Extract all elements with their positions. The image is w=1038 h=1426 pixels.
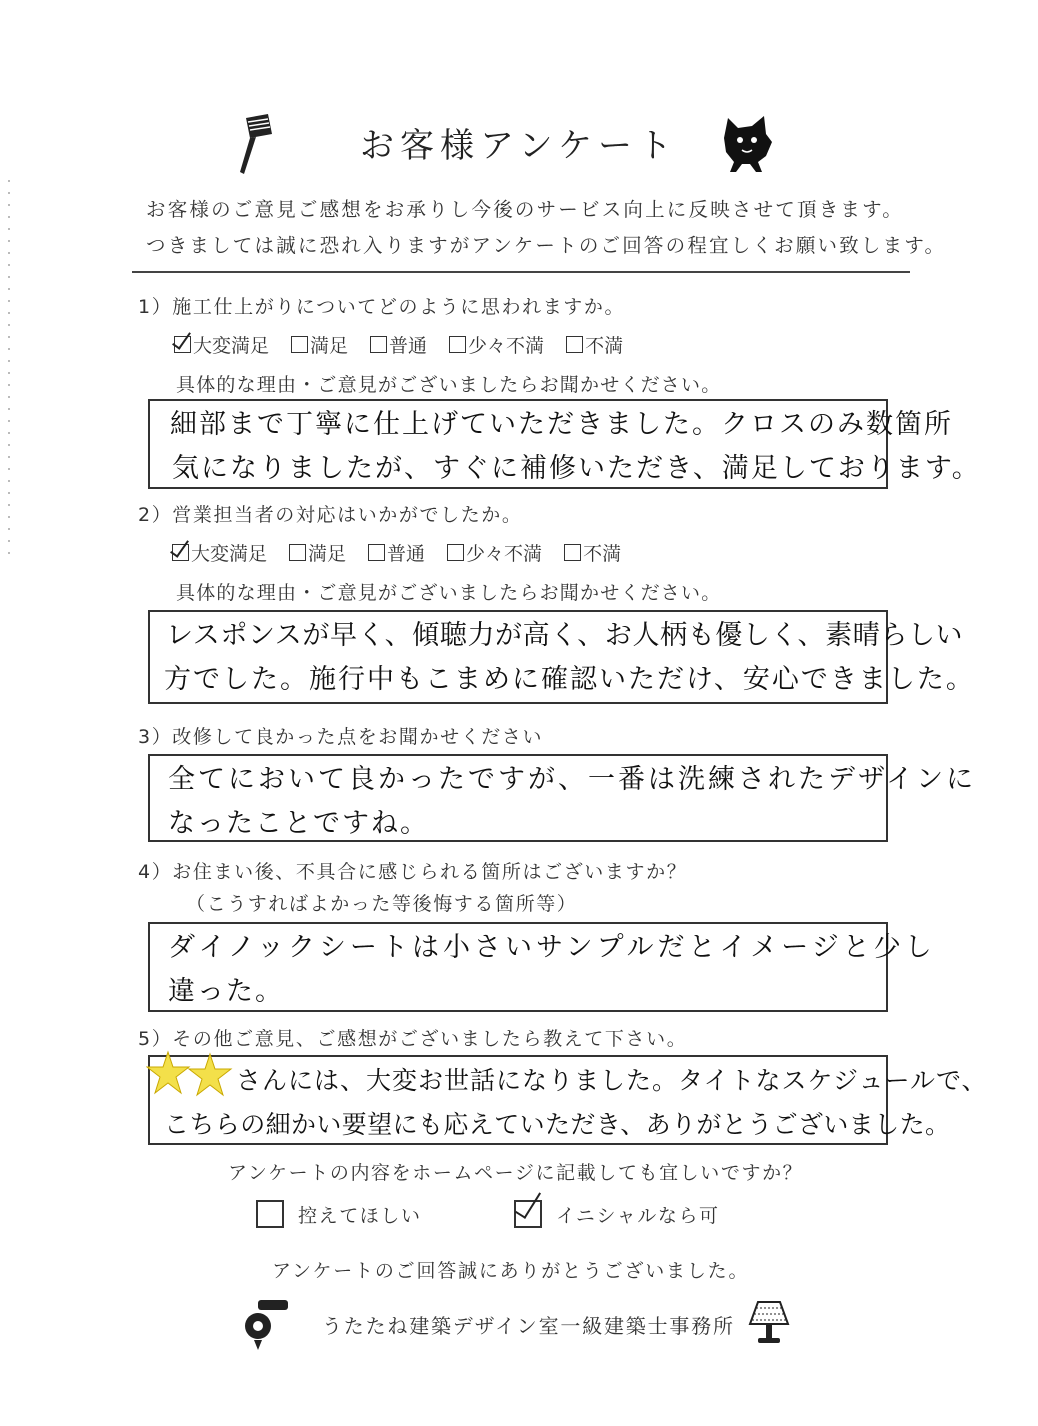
- option-initials[interactable]: [514, 1200, 720, 1228]
- q3-answer-line-1: 全てにおいて良かったですが、一番は洗練されたデザインに: [168, 764, 977, 795]
- q4-answer-box: [148, 922, 936, 1012]
- checkbox[interactable]: [368, 544, 385, 561]
- q1-option-dissatisfied[interactable]: [566, 331, 623, 358]
- q1-answer-line-1: 細部まで丁寧に仕上げていただきました。クロスのみ数箇所: [170, 409, 953, 440]
- checkbox[interactable]: [256, 1200, 284, 1228]
- checkbox[interactable]: [449, 336, 466, 353]
- checkbox-checked[interactable]: [172, 544, 189, 561]
- q5-answer-box: [148, 1055, 988, 1145]
- company-name: うたたね建築デザイン室一級建築士事務所: [322, 1314, 735, 1338]
- q2-option-slightly-dissatisfied[interactable]: [447, 539, 542, 566]
- option-label: 大変満足: [193, 335, 270, 357]
- checkbox[interactable]: [291, 336, 308, 353]
- q2-answer-line-1: レスポンスが早く、傾聴力が高く、お人柄も優しく、素晴らしい: [166, 620, 964, 651]
- option-decline-label: 控えてほしい: [298, 1204, 422, 1227]
- intro-line-1: お客様のご意見ご感想をお承りし今後のサービス向上に反映させて頂きます。: [146, 198, 904, 221]
- q1-option-satisfied[interactable]: [291, 331, 348, 358]
- checkbox[interactable]: [447, 544, 464, 561]
- option-label: 少々不満: [466, 543, 543, 565]
- q1-option-very-satisfied[interactable]: [174, 331, 269, 358]
- checkbox-checked[interactable]: [514, 1200, 542, 1228]
- lamp-icon: [746, 1298, 792, 1346]
- q1-reason-prompt: 具体的な理由・ご意見がございましたらお聞かせください。: [176, 374, 722, 396]
- option-label: 少々不満: [468, 335, 545, 357]
- q5-answer-line-1: さんには、大変お世話になりました。タイトなスケジュールで、: [236, 1066, 988, 1095]
- option-label: 大変満足: [191, 543, 268, 565]
- option-label: 普通: [389, 335, 428, 357]
- q2-answer-line-2: 方でした。施行中もこまめに確認いただけ、安心できました。: [164, 664, 975, 695]
- q2-option-neutral[interactable]: [368, 539, 425, 566]
- option-decline[interactable]: [256, 1200, 422, 1228]
- q2-reason-prompt: 具体的な理由・ご意見がございましたらお聞かせください。: [176, 582, 722, 604]
- survey-title: お客様アンケート: [360, 126, 678, 166]
- q4-label: 4）お住まい後、不具合に感じられる箇所はございますか？: [138, 861, 688, 883]
- q3-answer-box: [148, 754, 977, 842]
- option-label: 普通: [387, 543, 426, 565]
- intro-line-2: つきましては誠に恐れ入りますがアンケートのご回答の程宜しくお願い致します。: [146, 234, 947, 257]
- q3-answer-line-2: なったことですね。: [168, 808, 429, 839]
- checkbox-checked[interactable]: [174, 336, 191, 353]
- scan-margin-marks: [8, 180, 10, 560]
- thanks-message: アンケートのご回答誠にありがとうございました。: [272, 1260, 750, 1282]
- checkbox[interactable]: [566, 336, 583, 353]
- divider: [132, 271, 910, 273]
- q2-option-satisfied[interactable]: [289, 539, 346, 566]
- q1-answer-box: [148, 399, 981, 489]
- q1-options: [174, 331, 623, 358]
- q1-answer-line-2: 気になりましたが、すぐに補修いただき、満足しております。: [172, 453, 981, 484]
- checkbox[interactable]: [564, 544, 581, 561]
- option-label: 不満: [585, 335, 624, 357]
- option-initials-label: イニシャルなら可: [556, 1204, 720, 1227]
- q2-option-dissatisfied[interactable]: [564, 539, 621, 566]
- q5-label: 5）その他ご意見、ご感想がございましたら教えて下さい。: [138, 1028, 688, 1050]
- q2-option-very-satisfied[interactable]: [172, 539, 267, 566]
- option-label: 満足: [308, 543, 347, 565]
- option-label: 満足: [310, 335, 349, 357]
- q5-answer-line-2: こちらの細かい要望にも応えていただき、ありがとうございました。: [164, 1110, 951, 1139]
- homepage-question: アンケートの内容をホームページに記載しても宜しいですか？: [228, 1162, 804, 1184]
- q3-label: 3）改修して良かった点をお聞かせください: [138, 726, 544, 748]
- q4-sublabel: （こうすればよかった等後悔する箇所等）: [186, 893, 578, 915]
- faucet-icon: [240, 1296, 296, 1352]
- star-icon: [146, 1050, 238, 1100]
- q2-label: 2）営業担当者の対応はいかがでしたか。: [138, 504, 523, 526]
- q2-options: [172, 539, 621, 566]
- q1-option-slightly-dissatisfied[interactable]: [449, 331, 544, 358]
- q4-answer-line-2: 違った。: [168, 976, 284, 1007]
- q2-answer-box: [148, 610, 975, 704]
- q4-answer-line-1: ダイノックシートは小さいサンプルだとイメージと少し: [168, 932, 936, 963]
- checkbox[interactable]: [289, 544, 306, 561]
- checkbox[interactable]: [370, 336, 387, 353]
- q1-label: 1）施工仕上がりについてどのように思われますか。: [138, 296, 626, 318]
- option-label: 不満: [583, 543, 622, 565]
- black-cat-icon: [718, 112, 780, 176]
- q1-option-neutral[interactable]: [370, 331, 427, 358]
